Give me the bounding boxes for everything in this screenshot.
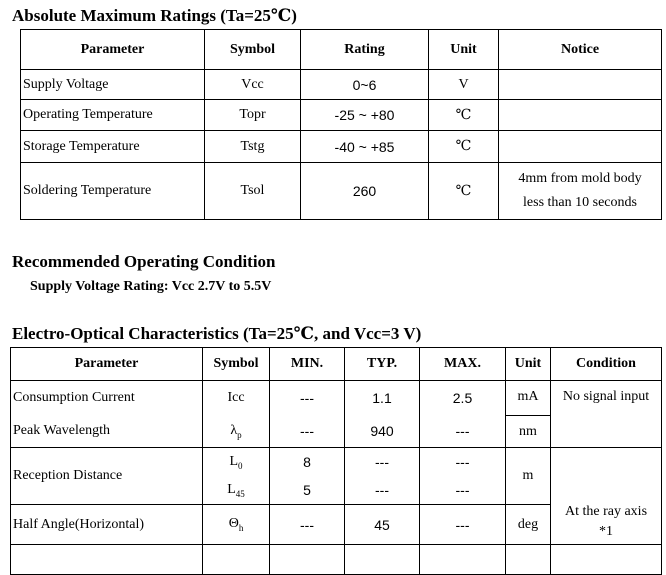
max-cell: 2.5 (420, 381, 506, 416)
symbol-main: L (229, 453, 239, 469)
symbol-cell (203, 545, 270, 575)
eoc-table (10, 347, 662, 575)
condition-cell (551, 545, 662, 575)
symbol-cell (203, 416, 270, 448)
unit-cell: V (429, 70, 499, 100)
symbol-main: Θ (228, 516, 239, 532)
condition-merged-cell (551, 448, 662, 545)
unit-cell: ℃ (429, 163, 499, 220)
amr-header-row (21, 30, 662, 70)
amr-header-rating: Rating (301, 30, 429, 70)
roc-title: Recommended Operating Condition (12, 252, 276, 271)
unit-cell: mA (506, 381, 551, 416)
max-l45: --- (455, 482, 470, 498)
rating-cell: 260 (301, 163, 429, 220)
param-cell: Storage Temperature (21, 131, 205, 163)
symbol-main: λ (230, 422, 238, 438)
min-cell (270, 545, 345, 575)
typ-cell: 940 (345, 416, 420, 448)
unit-cell: m (506, 448, 551, 505)
symbol-subscript: h (238, 522, 244, 533)
table-row (11, 545, 662, 575)
typ-l45: --- (375, 482, 389, 498)
eoc-title: Electro-Optical Characteristics (Ta=25℃, and Vcc=3 V) (12, 324, 422, 343)
symbol-cell (203, 448, 270, 505)
eoc-header-typ: TYP. (345, 348, 420, 381)
min-l45: 5 (303, 482, 311, 498)
notice-cell (499, 163, 662, 220)
table-row (11, 448, 662, 505)
eoc-header-condition: Condition (551, 348, 662, 381)
table-row (21, 131, 662, 163)
param-cell: Soldering Temperature (21, 163, 205, 220)
symbol-cell: Topr (205, 100, 301, 131)
param-cell: Half Angle(Horizontal) (11, 505, 203, 545)
param-cell: Operating Temperature (21, 100, 205, 131)
eoc-header-symbol: Symbol (203, 348, 270, 381)
eoc-header-parameter: Parameter (11, 348, 203, 381)
notice-line: 4mm from mold body (518, 171, 642, 186)
amr-header-unit: Unit (429, 30, 499, 70)
eoc-header-max: MAX. (420, 348, 506, 381)
min-cell: --- (270, 381, 345, 416)
condition-line: At the ray axis (564, 504, 648, 519)
typ-cell: 1.1 (345, 381, 420, 416)
typ-cell: 45 (345, 505, 420, 545)
condition-cell (551, 416, 662, 448)
symbol-cell (203, 505, 270, 545)
rating-cell: -25 ~ +80 (301, 100, 429, 131)
condition-cell: No signal input (551, 381, 662, 416)
eoc-header-row (11, 348, 662, 381)
rating-cell: 0~6 (301, 70, 429, 100)
rating-cell: -40 ~ +85 (301, 131, 429, 163)
symbol-l0 (229, 454, 242, 471)
amr-title: Absolute Maximum Ratings (Ta=25℃) (12, 6, 297, 25)
unit-cell: deg (506, 505, 551, 545)
typ-l0: --- (375, 454, 389, 470)
amr-table (20, 29, 662, 220)
eoc-header-min: MIN. (270, 348, 345, 381)
param-cell: Consumption Current (11, 381, 203, 416)
typ-cell (345, 448, 420, 505)
table-row (21, 100, 662, 131)
min-cell: --- (270, 505, 345, 545)
symbol-l45 (227, 482, 245, 499)
symbol-cell: Tstg (205, 131, 301, 163)
amr-header-symbol: Symbol (205, 30, 301, 70)
notice-cell (499, 70, 662, 100)
max-cell: --- (420, 416, 506, 448)
table-row (21, 70, 662, 100)
symbol-cell: Tsol (205, 163, 301, 220)
symbol-subscript: p (237, 429, 242, 440)
notice-cell (499, 131, 662, 163)
unit-cell: ℃ (429, 131, 499, 163)
condition-line: *1 (599, 524, 613, 539)
unit-cell: nm (506, 416, 551, 448)
eoc-header-unit: Unit (506, 348, 551, 381)
param-cell: Supply Voltage (21, 70, 205, 100)
param-cell: Peak Wavelength (11, 416, 203, 448)
symbol-subscript: 45 (235, 488, 245, 499)
max-cell: --- (420, 505, 506, 545)
min-cell (270, 448, 345, 505)
max-l0: --- (455, 454, 470, 470)
table-row (11, 416, 662, 448)
amr-header-notice: Notice (499, 30, 662, 70)
symbol-main: L (227, 481, 236, 497)
param-cell: Reception Distance (11, 448, 203, 505)
table-row (21, 163, 662, 220)
unit-cell: ℃ (429, 100, 499, 131)
min-l0: 8 (303, 454, 311, 470)
symbol-subscript: 0 (238, 460, 243, 471)
min-cell: --- (270, 416, 345, 448)
notice-cell (499, 100, 662, 131)
symbol-cell: Icc (203, 381, 270, 416)
roc-line: Supply Voltage Rating: Vcc 2.7V to 5.5V (30, 279, 272, 294)
max-cell (420, 545, 506, 575)
param-cell (11, 545, 203, 575)
unit-cell (506, 545, 551, 575)
amr-header-parameter: Parameter (21, 30, 205, 70)
symbol-cell: Vcc (205, 70, 301, 100)
notice-line: less than 10 seconds (523, 195, 637, 210)
table-row (11, 381, 662, 416)
max-cell (420, 448, 506, 505)
typ-cell (345, 545, 420, 575)
